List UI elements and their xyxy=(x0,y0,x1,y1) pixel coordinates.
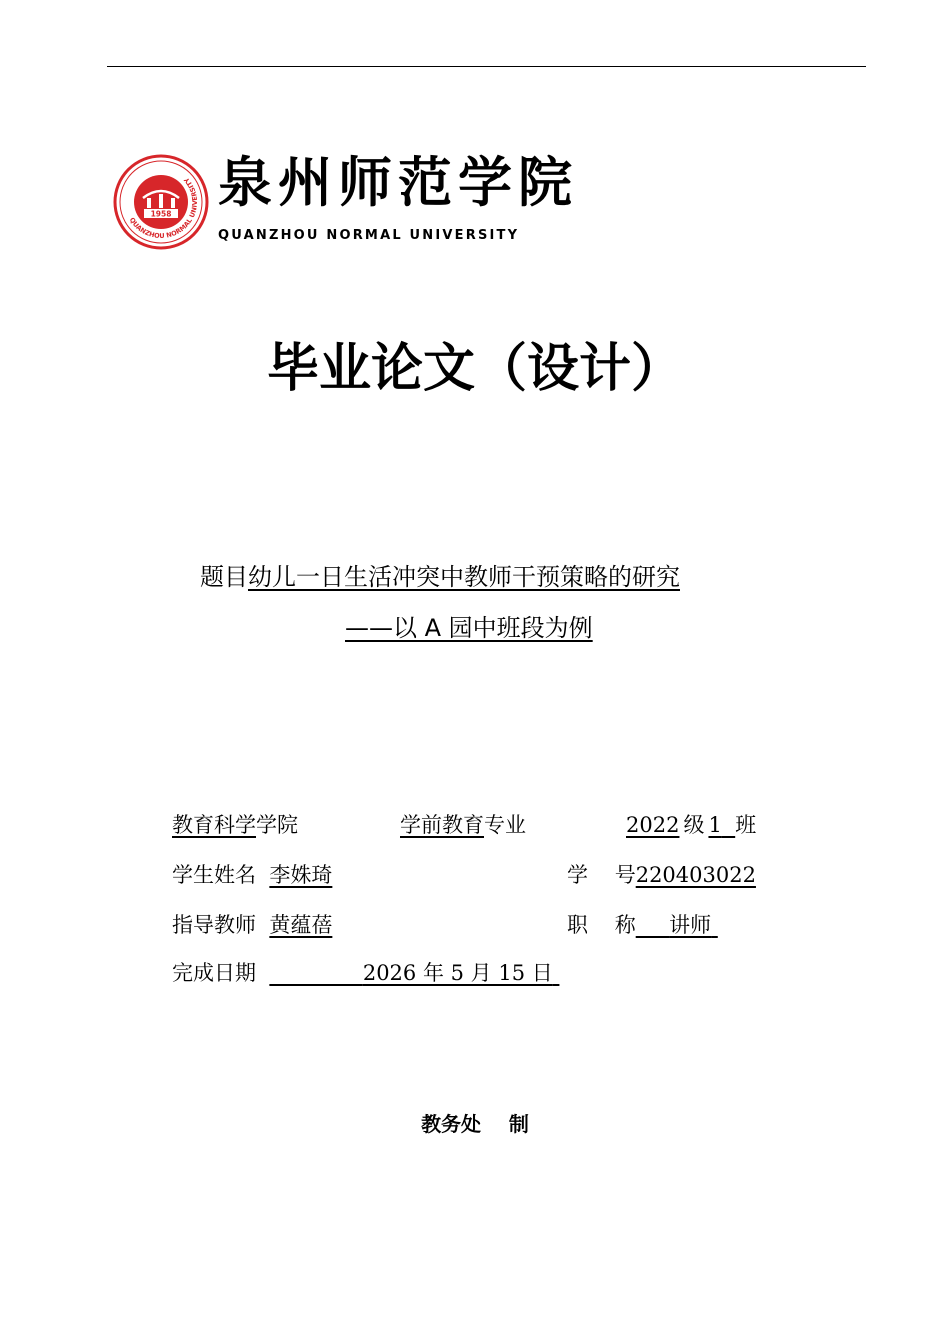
class-value: 1 xyxy=(708,813,722,837)
college-value: 教育科学 xyxy=(172,813,256,837)
college-field xyxy=(172,810,298,840)
topic-label: 题目 xyxy=(200,563,248,591)
advisor-title-field xyxy=(567,910,718,940)
student-id-label: 学 号 xyxy=(567,863,636,887)
major-value: 学前教育 xyxy=(400,813,484,837)
student-name-field xyxy=(172,860,332,890)
seal-year: 1958 xyxy=(150,209,172,219)
completion-date-field xyxy=(172,958,559,988)
student-name-label: 学生姓名 xyxy=(172,863,256,887)
university-seal-logo xyxy=(113,154,209,250)
date-value: 2026 年 5 月 15 日 xyxy=(362,961,553,985)
grade-label: 级 xyxy=(683,813,705,837)
advisor-title: 讲师 xyxy=(669,913,712,937)
topic-title: 幼儿一日生活冲突中教师干预策略的研究 xyxy=(248,563,680,591)
major-suffix: 专业 xyxy=(484,813,526,837)
topic-line-1 xyxy=(200,560,680,594)
grade-value: 2022 xyxy=(626,813,680,837)
student-name: 李姝琦 xyxy=(269,863,333,887)
date-label: 完成日期 xyxy=(172,961,256,985)
class-label: 班 xyxy=(735,813,757,837)
advisor-name: 黄蕴蓓 xyxy=(269,913,333,937)
advisor-field xyxy=(172,910,332,940)
issuer-footer: 教务处 制 xyxy=(421,1112,529,1136)
document-title: 毕业论文（设计） xyxy=(266,339,683,399)
topic-line-2 xyxy=(345,611,593,645)
seal-ring-text: QUANZHOU NORMAL UNIVERSITY xyxy=(127,175,200,241)
student-id-field xyxy=(567,860,756,890)
topic-subtitle: ——以 A 园中班段为例 xyxy=(345,614,593,642)
advisor-title-label: 职 称 xyxy=(567,913,636,937)
header-rule xyxy=(107,66,866,67)
major-field xyxy=(400,810,526,840)
college-suffix: 学院 xyxy=(256,813,298,837)
university-name-en: QUANZHOU NORMAL UNIVERSITY xyxy=(218,228,520,243)
university-name-cn: 泉州师范学院 xyxy=(218,150,578,214)
advisor-label: 指导教师 xyxy=(172,913,256,937)
grade-class-field xyxy=(626,810,756,840)
student-id: 220403022 xyxy=(635,863,756,887)
